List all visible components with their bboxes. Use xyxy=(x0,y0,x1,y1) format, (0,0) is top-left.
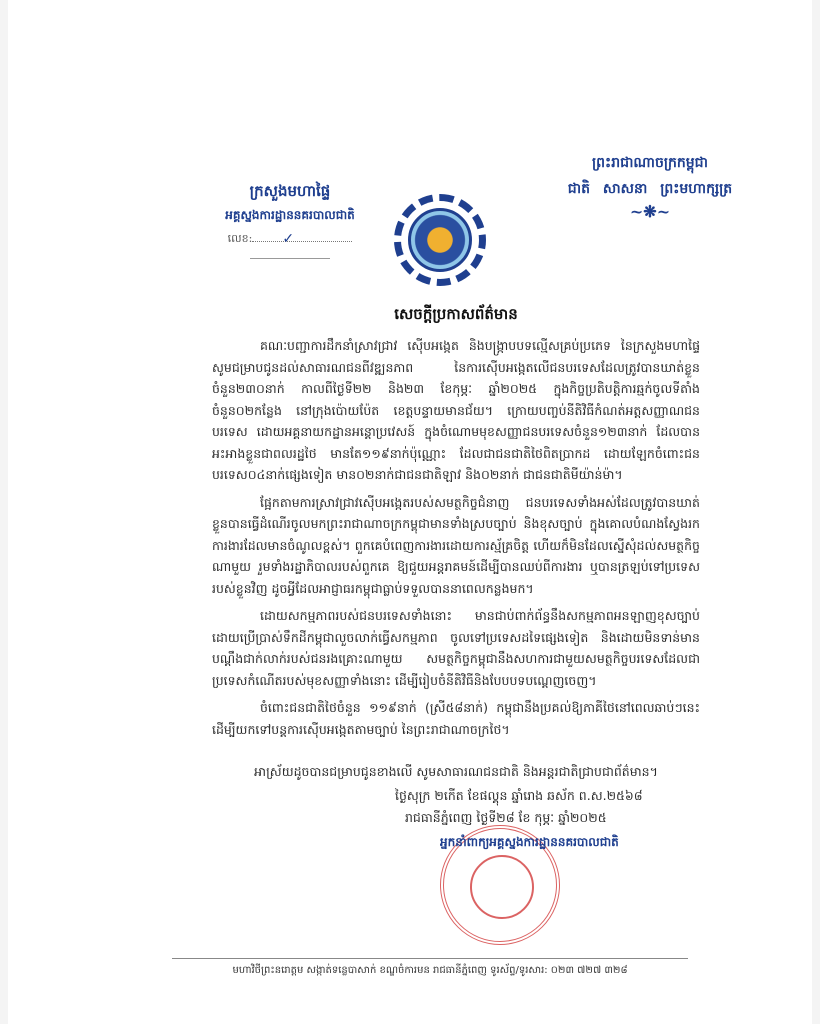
kingdom-name: ព្រះរាជាណាចក្រកម្ពុជា xyxy=(591,155,708,171)
ministry-name: ក្រសួងមហាផ្ទៃ xyxy=(249,182,331,200)
national-motto: ជាតិ សាសនា ព្រះមហាក្សត្រ xyxy=(567,181,733,197)
department-name: អគ្គស្នងការដ្ឋាននគរបាលជាតិ xyxy=(225,208,355,222)
solar-date: រាជធានីភ្នំពេញ ថ្ងៃទី២៨ ខែ កុម្ភៈ ឆ្នាំ២០២៥ xyxy=(405,810,607,825)
lunar-date: ថ្ងៃសុក្រ ២កើត ខែផល្គុន ឆ្នាំរោង ឆស័ក ព.ស.២៥៦៨ xyxy=(395,788,643,803)
kingdom-header xyxy=(540,150,760,222)
footer-address: មហាវិថីព្រះនរោត្តម សង្កាត់ទន្លេបាសាក់ ខណ្ឌចំការមន រាជធានីភ្នំពេញ ទូរស័ព្ទ/ទូរសារ: ០២៣ ៧២៧ ៣២៨ xyxy=(232,965,628,976)
document-number xyxy=(190,232,390,248)
paragraph: ផ្អែកតាមការស្រាវជ្រាវស៊ើបអង្កេតរបស់សមត្ថកិច្ចជំនាញ ជនបរទេសទាំងអស់ដែលត្រូវបានឃាត់ខ្លួនបានធ្វើដំណើរចូលមកព្រះរាជាណាចក្រកម្ពុជាមានទាំងស្របច្បាប់ និងខុសច្បាប់ ក្នុងគោលបំណងស្វែងរកការងារដែលមានចំណូលខ្ពស់។ ពួកគេបំពេញការងារដោយការស្ម័គ្រចិត្ត ហើយក៏មិនដែលស្នើសុំដល់សមត្ថកិច្ចណាមួយ រួមទាំងរដ្ឋាភិបាលរបស់ពួកគេ ឱ្យជួយអន្តរាគមន៍ដើម្បីបានឈប់ពីការងារ ឬបានត្រឡប់ទៅប្រទេសរបស់ខ្លួនវិញ ដូចអ្វីដែលអាជ្ញាធរកម្ពុជាធ្លាប់ទទួលបាននាពេលកន្លងមក។ xyxy=(212,494,700,596)
ornament-icon: ~❋~ xyxy=(629,202,671,221)
ministry-header xyxy=(190,178,390,259)
paragraph: ដោយសកម្មភាពរបស់ជនបរទេសទាំងនោះ មានជាប់ពាក់ព័ន្ធនឹងសកម្មភាពអនឡាញខុសច្បាប់ ដោយប្រើប្រាស់ទឹកដីកម្ពុជាលួចលាក់ធ្វើសកម្មភាព ចូលទៅប្រទេសដទៃផ្សេងទៀត និងដោយមិនទាន់មានបណ្តឹងជាក់លាក់របស់ជនរងគ្រោះណាមួយ សមត្ថកិច្ចកម្ពុជានឹងសហការជាមួយសមត្ថកិច្ចបរទេសដែលជាប្រទេសកំណើតរបស់មុខសញ្ញាទាំងនោះ ដើម្បីរៀបចំនីតិវិធីនិងបែបបទបណ្តេញចេញ។ xyxy=(212,608,700,688)
paragraph: ចំពោះជនជាតិថៃចំនួន ១១៩នាក់ (ស្រី៥៨នាក់) កម្ពុជានឹងប្រគល់ឱ្យភាគីថៃនៅពេលឆាប់ៗនេះ ដើម្បីយកទៅបន្តការស៊ើបអង្កេតតាមច្បាប់ នៃព្រះរាជាណាចក្រថៃ។ xyxy=(212,700,700,737)
number-field xyxy=(252,231,352,247)
divider xyxy=(250,258,330,259)
footer-divider xyxy=(172,958,688,959)
signer-title: អ្នកនាំពាក្យអគ្គស្នងការដ្ឋាននគរបាលជាតិ xyxy=(440,835,619,849)
paragraph: គណៈបញ្ជាការដឹកនាំស្រាវជ្រាវ ស៊ើបអង្កេត និងបង្ក្រាបបទល្មើសគ្រប់ប្រភេទ នៃក្រសួងមហាផ្ទៃ សូមជម្រាបជូនដល់សាធារណជនពីវឌ្ឍនភាព នៃការស៊ើបអង្កេតលើជនបរទេសដែលត្រូវបានឃាត់ខ្លួនចំនួន២៣០នាក់ កាលពីថ្ងៃទី២២ និង២៣ ខែកុម្ភៈ ឆ្នាំ២០២៥ ក្នុងកិច្ចប្រតិបត្តិការឆ្មក់ចូលទីតាំងចំនួន០២កន្លែង នៅក្រុងប៉ោយប៉ែត ខេត្តបន្ទាយមានជ័យ។ ក្រោយបញ្ចប់នីតិវិធីកំណត់អត្តសញ្ញាណជនបរទេស ដោយអគ្គនាយកដ្ឋានអន្តោប្រវេសន៍ ក្នុងចំណោមមុខសញ្ញាជនបរទេសចំនួន១២៣នាក់ ដែលបានអះអាងខ្លួនជាពលរដ្ឋថៃ មានតែ១១៩នាក់ប៉ុណ្ណោះ ដែលជាជនជាតិថៃពិតប្រាកដ ដោយឡែកចំពោះជនបរទេស០៤នាក់ផ្សេងទៀត មាន០២នាក់ជាជនជាតិឡាវ និង០២នាក់ ជាជនជាតិមីយ៉ាន់ម៉ា។ xyxy=(212,338,700,482)
closing-statement: អាស្រ័យដូចបានជម្រាបជូនខាងលើ សូមសាធារណជនជាតិ និងអន្តរជាតិជ្រាបជាព័ត៌មាន។ xyxy=(254,764,658,779)
number-label: លេខ: xyxy=(227,232,253,245)
document-body xyxy=(212,335,700,746)
police-logo xyxy=(394,194,486,286)
check-mark-icon: ✓ xyxy=(282,231,295,247)
document-title: សេចក្តីប្រកាសព័ត៌មាន xyxy=(394,305,518,323)
